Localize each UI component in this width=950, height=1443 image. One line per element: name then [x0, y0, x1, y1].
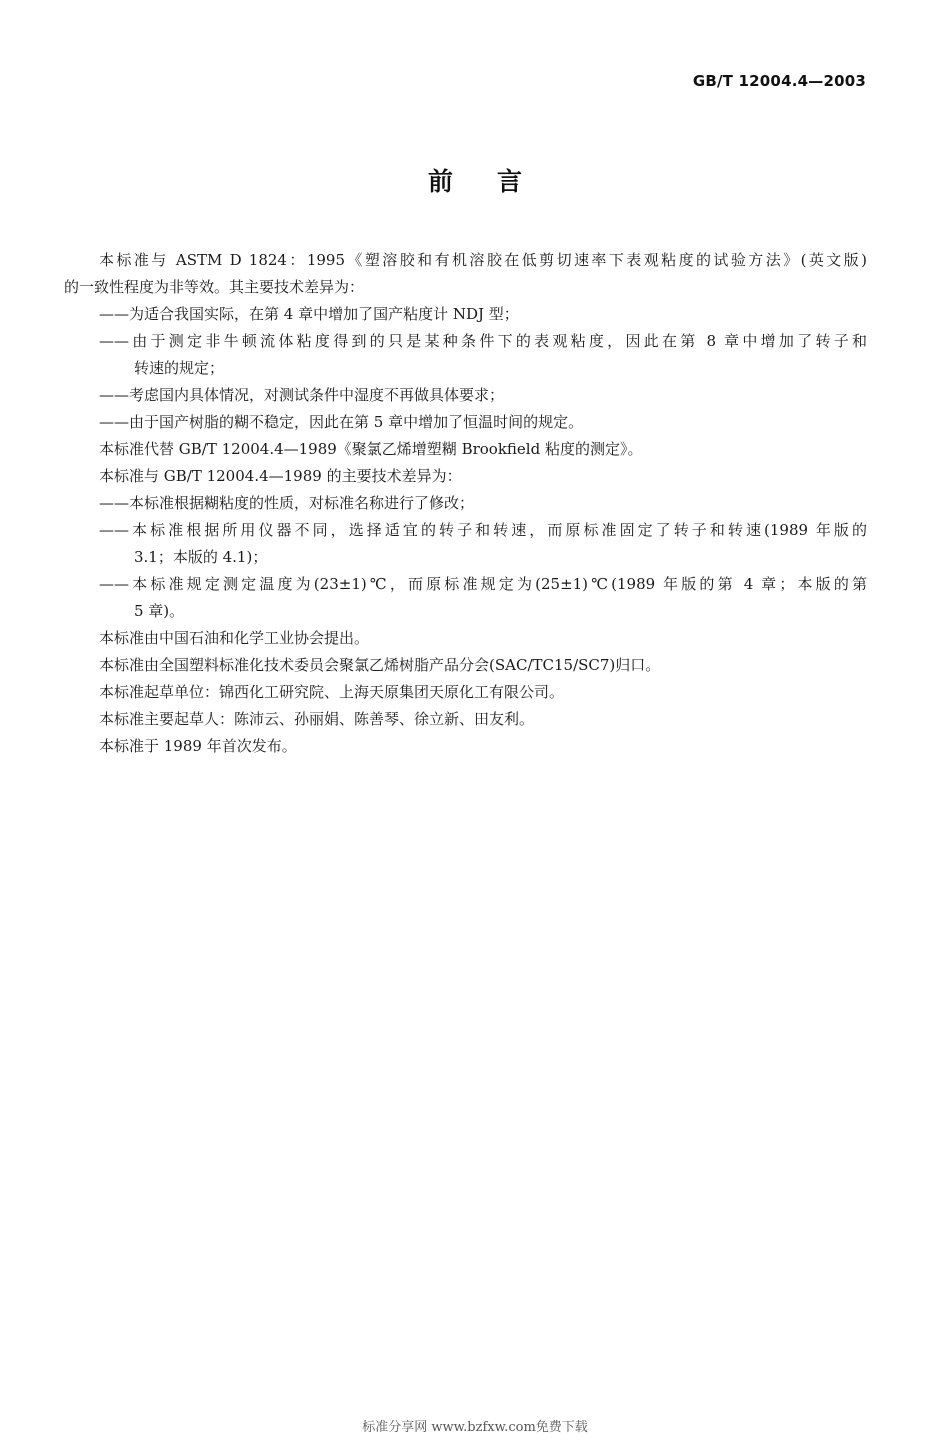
paragraph-line: ——为适合我国实际，在第 4 章中增加了国产粘度计 NDJ 型； — [99, 305, 519, 323]
paragraph-line: ——由于测定非牛顿流体粘度得到的只是某种条件下的表观粘度，因此在第 8 章中增加了转子和 — [99, 332, 867, 350]
paragraph-line: ——考虑国内具体情况，对测试条件中湿度不再做具体要求； — [99, 386, 505, 404]
paragraph-line: ——本标准根据糊粘度的性质，对标准名称进行了修改； — [99, 494, 475, 512]
foreword-body — [64, 247, 867, 760]
paragraph-line: 3.1；本版的 4.1)； — [134, 548, 268, 566]
paragraph-line: 本标准起草单位：锦西化工研究院、上海天原集团天原化工有限公司。 — [99, 683, 565, 701]
paragraph-line: 本标准由中国石油和化学工业协会提出。 — [99, 629, 370, 647]
paragraph-line: ——由于国产树脂的糊不稳定，因此在第 5 章中增加了恒温时间的规定。 — [99, 413, 584, 431]
paragraph-line: 本标准与 ASTM D 1824：1995《塑溶胶和有机溶胶在低剪切速率下表观粘度的试验方法》(英文版) — [99, 251, 867, 269]
paragraph-line: 本标准于 1989 年首次发布。 — [99, 737, 297, 755]
page-title: 前言 — [427, 167, 566, 196]
paragraph-line: 本标准代替 GB/T 12004.4—1989《聚氯乙烯增塑糊 Brookfield 粘度的测定》。 — [99, 440, 643, 458]
paragraph-line: 本标准由全国塑料标准化技术委员会聚氯乙烯树脂产品分会(SAC/TC15/SC7)归口。 — [99, 656, 661, 674]
paragraph-line: ——本标准根据所用仪器不同，选择适宜的转子和转速，而原标准固定了转子和转速(1989 年版的 — [99, 521, 867, 539]
paragraph-line: 本标准主要起草人：陈沛云、孙丽娟、陈善琴、徐立新、田友利。 — [99, 710, 535, 728]
paragraph-line: ——本标准规定测定温度为(23±1)℃，而原标准规定为(25±1)℃(1989 年版的第 4 章；本版的第 — [99, 575, 867, 593]
footer-watermark: 标准分享网 www.bzfxw.com免费下载 — [362, 1420, 588, 1435]
paragraph-line: 5 章)。 — [134, 602, 185, 620]
standard-number: GB/T 12004.4—2003 — [692, 72, 866, 90]
paragraph-line: 的一致性程度为非等效。其主要技术差异为： — [64, 278, 365, 296]
paragraph-line: 本标准与 GB/T 12004.4—1989 的主要技术差异为： — [99, 467, 462, 485]
paragraph-line: 转速的规定； — [134, 359, 225, 377]
